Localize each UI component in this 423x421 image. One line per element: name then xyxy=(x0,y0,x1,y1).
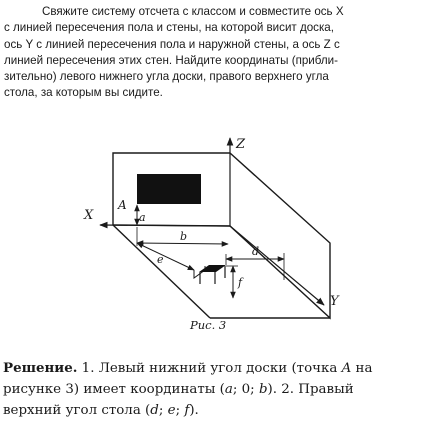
problem-line: с линией пересечения пола и стены, на которой висит доска, xyxy=(4,21,334,35)
solution-text-part: ). 2. Правый xyxy=(267,382,354,397)
blackboard xyxy=(137,174,201,204)
a-point-label: A xyxy=(118,198,127,212)
z-axis-label: Z xyxy=(236,137,246,152)
solution-line-2 xyxy=(3,379,421,400)
problem-line: ось Y с линией пересечения пола и наружной стены, а ось Z с xyxy=(4,37,340,51)
solution-text xyxy=(3,358,421,421)
f-dim-label: f xyxy=(238,276,243,289)
solution-heading: Решение. xyxy=(3,360,78,376)
coord-b: b xyxy=(258,382,268,397)
solution-text-part: ; xyxy=(158,403,168,418)
student-desk xyxy=(199,265,226,284)
solution-text-part: ; xyxy=(175,403,185,418)
figure-caption: Рис. 3 xyxy=(190,318,227,332)
coord-f: f xyxy=(184,403,190,418)
problem-line: зительно) левого нижнего угла доски, правого верхнего угла xyxy=(4,70,329,84)
solution-text-part: 1. Левый нижний угол доски (точка xyxy=(77,361,342,376)
coord-d: d xyxy=(150,403,159,418)
y-axis xyxy=(230,226,324,305)
floor xyxy=(113,225,330,318)
solution-text-part: ). xyxy=(189,403,199,418)
solution-text-part: ; 0; xyxy=(232,382,259,397)
solution-line-3 xyxy=(3,400,421,421)
d-dim-label: d xyxy=(252,245,260,258)
solution-point: A xyxy=(341,361,352,376)
b-dimension xyxy=(137,243,228,244)
solution-line-1 xyxy=(3,358,421,379)
b-dim-label: b xyxy=(180,230,188,243)
problem-line: стола, за которым вы сидите. xyxy=(4,86,163,100)
side-wall xyxy=(230,153,330,318)
coord-e: e xyxy=(167,403,176,418)
problem-line: Свяжите систему отсчета с классом и совместите ось X xyxy=(42,5,344,18)
solution-text-part: рисунке 3) имеет координаты ( xyxy=(3,382,225,397)
solution-text-part: на xyxy=(351,361,373,376)
a-dim-label: a xyxy=(139,211,146,224)
e-dim-label: e xyxy=(157,253,164,266)
x-axis-label: X xyxy=(84,208,94,223)
coord-a: a xyxy=(224,382,233,397)
problem-line: линией пересечения этих стен. Найдите координаты (прибли- xyxy=(4,53,338,67)
y-axis-label: Y xyxy=(330,294,339,309)
solution-text-part: верхний угол стола ( xyxy=(3,403,151,418)
